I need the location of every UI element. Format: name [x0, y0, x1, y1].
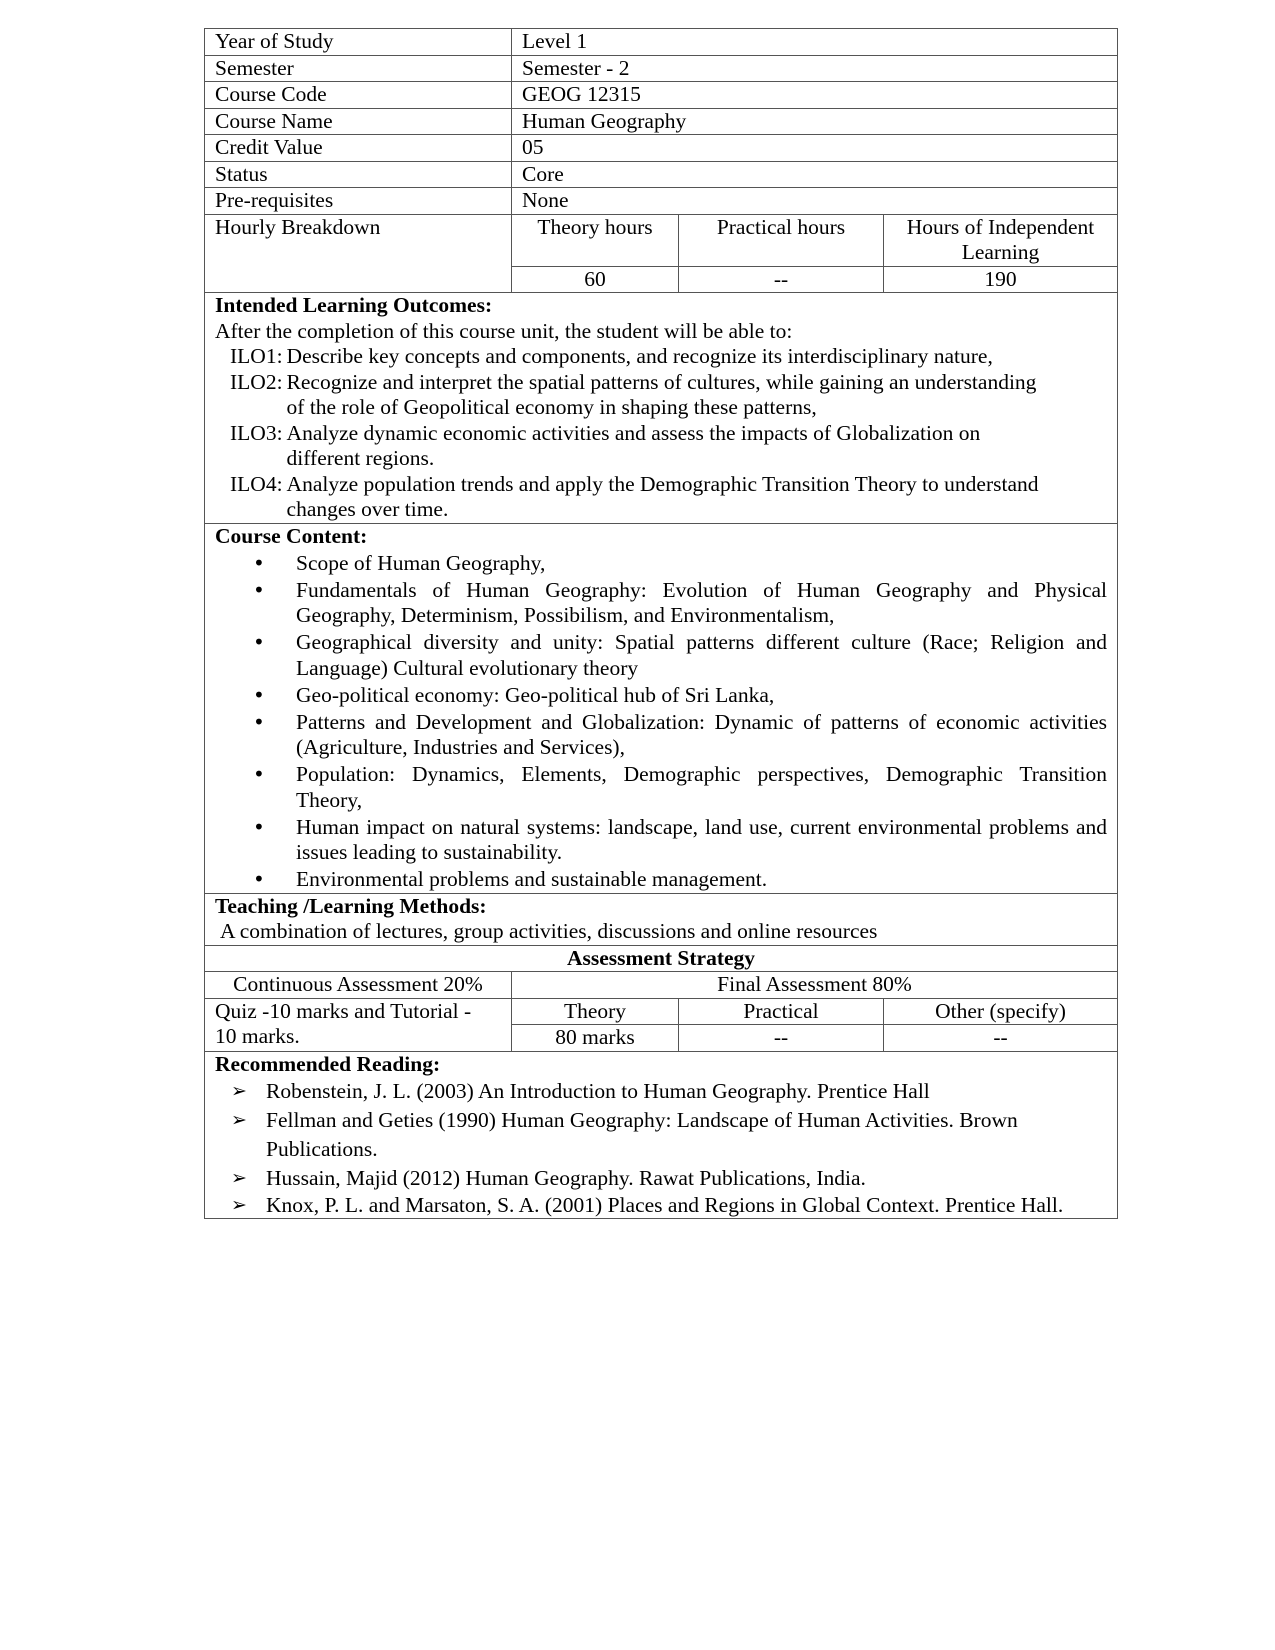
assessment-heading-row: [205, 945, 1118, 972]
practical-hours-header: Practical hours: [679, 214, 884, 266]
reading-text: Fellman and Geties (1990) Human Geography: Landscape of Human Activities. Brown Publications.: [266, 1108, 1018, 1161]
list-item: • Geo-political economy: Geo-political hub of Sri Lanka,: [215, 683, 1107, 709]
arrow-bullet-icon: ➢: [231, 1167, 247, 1189]
ilo-text-cont: changes over time.: [286, 497, 449, 521]
info-value: Human Geography: [512, 108, 1118, 135]
content-list: [215, 551, 1107, 893]
list-item: • Geographical diversity and unity: Spatial patterns different culture (Race; Religion and Language) Cultural evolutionary theory: [215, 630, 1107, 681]
ilo-item: [215, 344, 1107, 370]
info-row-prerequisites: [205, 188, 1118, 215]
methods-heading: Teaching /Learning Methods:: [215, 893, 487, 918]
methods-row: [205, 893, 1118, 945]
practical-hours-value: --: [679, 266, 884, 293]
ilo-section: [205, 293, 1118, 524]
hourly-label: Hourly Breakdown: [205, 214, 512, 293]
independent-hours-value: 190: [884, 266, 1118, 293]
info-label: Credit Value: [205, 135, 512, 162]
reading-row: [205, 1051, 1118, 1219]
reading-list: [215, 1077, 1107, 1218]
info-label: Course Code: [205, 82, 512, 109]
ilo-text: Analyze population trends and apply the Demographic Transition Theory to understand: [286, 471, 1039, 496]
ilo-code: ILO2:: [230, 369, 283, 394]
info-row-course-name: [205, 108, 1118, 135]
ilo-text: Describe key concepts and components, and recognize its interdisciplinary nature,: [286, 344, 993, 368]
info-label: Status: [205, 161, 512, 188]
ilo-text: Recognize and interpret the spatial patterns of cultures, while gaining an understanding: [286, 369, 1037, 394]
independent-hours-header: Hours of Independent Learning: [884, 214, 1118, 266]
assessment-practical-value: --: [679, 1025, 884, 1052]
list-item: [215, 1164, 1107, 1193]
info-value: Semester - 2: [512, 55, 1118, 82]
assessment-theory-value: 80 marks: [512, 1025, 679, 1052]
continuous-detail: Quiz -10 marks and Tutorial - 10 marks.: [205, 998, 512, 1051]
assessment-other-header: Other (specify): [884, 998, 1118, 1025]
info-row-year: [205, 29, 1118, 56]
theory-hours-value: 60: [512, 266, 679, 293]
info-value: 05: [512, 135, 1118, 162]
methods-section: [205, 893, 1118, 945]
info-row-credit-value: [205, 135, 1118, 162]
ilo-code: ILO3:: [230, 420, 283, 445]
ilo-code: ILO1:: [230, 344, 283, 368]
ilo-text: Analyze dynamic economic activities and assess the impacts of Globalization on: [286, 420, 981, 445]
list-item: • Environmental problems and sustainable management.: [215, 867, 1107, 893]
assessment-other-value: --: [884, 1025, 1118, 1052]
ilo-code: ILO4:: [230, 471, 283, 496]
list-item: [215, 1193, 1107, 1218]
assessment-split-row: [205, 972, 1118, 999]
list-item: • Patterns and Development and Globalization: Dynamic of patterns of economic activities (Agriculture, Industries and Services),: [215, 710, 1107, 761]
list-item: [215, 1106, 1107, 1164]
reading-heading: Recommended Reading:: [215, 1051, 441, 1076]
reading-text: Robenstein, J. L. (2003) An Introduction to Human Geography. Prentice Hall: [266, 1079, 930, 1103]
hourly-header-row: [205, 214, 1118, 266]
theory-hours-header: Theory hours: [512, 214, 679, 266]
ilo-row: [205, 293, 1118, 524]
info-row-status: [205, 161, 1118, 188]
assessment-heading: Assessment Strategy: [205, 945, 1118, 972]
arrow-bullet-icon: ➢: [231, 1080, 247, 1102]
info-row-course-code: [205, 82, 1118, 109]
info-row-semester: [205, 55, 1118, 82]
ilo-heading: Intended Learning Outcomes:: [215, 293, 493, 317]
info-label: Course Name: [205, 108, 512, 135]
info-value: None: [512, 188, 1118, 215]
list-item: • Population: Dynamics, Elements, Demographic perspectives, Demographic Transition Theory,: [215, 762, 1107, 813]
reading-text: Hussain, Majid (2012) Human Geography. Rawat Publications, India.: [266, 1166, 866, 1190]
list-item: • Fundamentals of Human Geography: Evolution of Human Geography and Physical Geography, Determinism, Possibilism, and Environmentalism,: [215, 578, 1107, 629]
content-row: [205, 523, 1118, 893]
reading-section: [205, 1051, 1118, 1219]
list-item: [215, 1077, 1107, 1106]
ilo-text-cont: different regions.: [286, 446, 435, 470]
ilo-text-cont: of the role of Geopolitical economy in shaping these patterns,: [286, 395, 817, 419]
final-assessment: Final Assessment 80%: [512, 972, 1118, 999]
methods-text: A combination of lectures, group activities, discussions and online resources: [220, 919, 878, 943]
ilo-item: [215, 421, 1107, 472]
ilo-item: [215, 370, 1107, 421]
arrow-bullet-icon: ➢: [231, 1194, 247, 1216]
assessment-practical-header: Practical: [679, 998, 884, 1025]
course-content-section: [205, 523, 1118, 893]
assessment-header-row: [205, 998, 1118, 1025]
info-value: GEOG 12315: [512, 82, 1118, 109]
arrow-bullet-icon: ➢: [231, 1109, 247, 1131]
continuous-assessment: Continuous Assessment 20%: [205, 972, 512, 999]
content-heading: Course Content:: [215, 523, 368, 548]
list-item: • Human impact on natural systems: landscape, land use, current environmental problems and issues leading to sustainability.: [215, 815, 1107, 866]
assessment-theory-header: Theory: [512, 998, 679, 1025]
ilo-intro: After the completion of this course unit, the student will be able to:: [215, 318, 793, 343]
info-label: Pre-requisites: [205, 188, 512, 215]
ilo-item: [215, 472, 1107, 523]
info-value: Level 1: [512, 29, 1118, 56]
info-value: Core: [512, 161, 1118, 188]
info-label: Year of Study: [205, 29, 512, 56]
course-spec-table: [204, 28, 1118, 1219]
list-item: • Scope of Human Geography,: [215, 551, 1107, 577]
info-label: Semester: [205, 55, 512, 82]
reading-text: Knox, P. L. and Marsaton, S. A. (2001) Places and Regions in Global Context. Prentice Hall.: [266, 1193, 1064, 1217]
